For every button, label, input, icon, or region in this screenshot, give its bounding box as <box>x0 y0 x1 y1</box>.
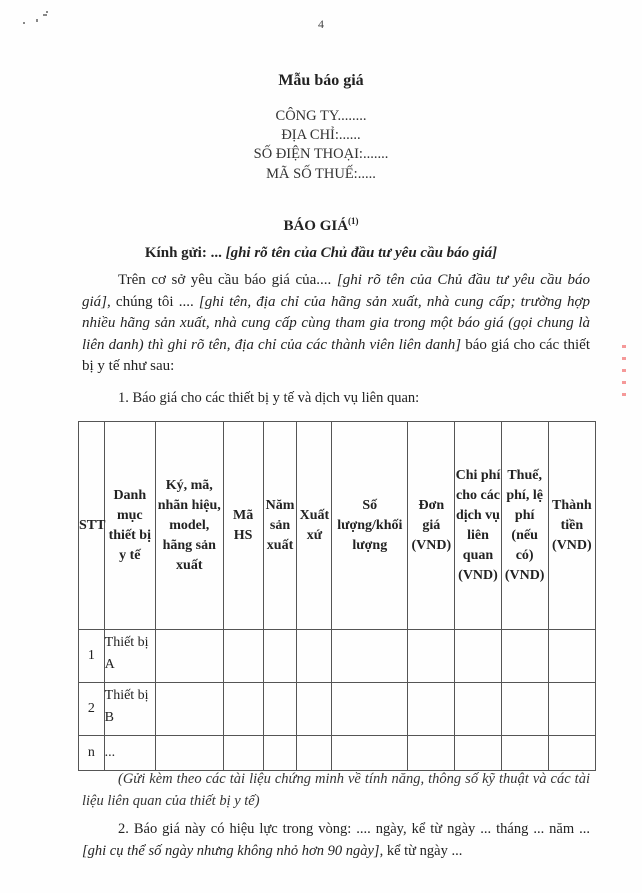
empty-cell <box>263 683 297 736</box>
empty-cell <box>263 630 297 683</box>
empty-cell <box>223 736 263 771</box>
header-year: Năm sản xuất <box>263 422 297 630</box>
empty-cell <box>297 736 332 771</box>
header-origin: Xuất xứ <box>297 422 332 630</box>
intro-paragraph <box>82 270 590 378</box>
intro-text-1: Trên cơ sở yêu cầu báo giá của.... <box>118 272 337 288</box>
page-number: 4 <box>318 17 324 31</box>
header-stt: STT <box>79 422 105 630</box>
intro-text-2: , chúng tôi .... <box>107 293 199 310</box>
header-brand-model: Ký, mã, nhãn hiệu, model, hãng sản xuất <box>155 422 223 630</box>
empty-cell <box>155 630 223 683</box>
empty-cell <box>408 736 455 771</box>
stamp-mark <box>622 345 628 405</box>
empty-cell <box>155 683 223 736</box>
table-row <box>79 683 596 736</box>
quote-heading-text: BÁO GIÁ <box>283 218 349 234</box>
footnote-ref: (1) <box>348 216 359 226</box>
quote-table <box>78 421 596 771</box>
empty-cell <box>332 683 408 736</box>
empty-cell <box>263 736 297 771</box>
address-line: ĐỊA CHỈ:...... <box>281 127 361 143</box>
empty-cell <box>548 683 595 736</box>
addressee-placeholder: [ghi rõ tên của Chủ đầu tư yêu cầu báo giá] <box>225 245 498 261</box>
empty-cell <box>155 736 223 771</box>
intro-placeholder-1: [ghi rõ tên của Chủ đầu tư yêu cầu báo giá] <box>82 272 590 310</box>
header-unit-price: Đơn giá (VND) <box>408 422 455 630</box>
row-device-name: ... <box>104 736 155 771</box>
empty-cell <box>548 630 595 683</box>
row-device-name: Thiết bị B <box>104 683 155 736</box>
table-row <box>79 630 596 683</box>
empty-cell <box>501 630 548 683</box>
header-service-cost: Chi phí cho các dịch vụ liên quan (VND) <box>455 422 501 630</box>
header-device-list: Danh mục thiết bị y tế <box>104 422 155 630</box>
row-stt: 1 <box>79 630 105 683</box>
empty-cell <box>332 630 408 683</box>
form-title: Mẫu báo giá <box>278 72 364 89</box>
tax-code-line: MÃ SỐ THUẾ:..... <box>266 166 376 182</box>
section-2-text-1: 2. Báo giá này có hiệu lực trong vòng: .... ngày, kể từ ngày ... tháng ... năm ... <box>118 821 590 837</box>
empty-cell <box>223 630 263 683</box>
empty-cell <box>297 630 332 683</box>
row-device-name: Thiết bị A <box>104 630 155 683</box>
empty-cell <box>455 683 501 736</box>
header-quantity: Số lượng/khối lượng <box>332 422 408 630</box>
row-stt: n <box>79 736 105 771</box>
row-stt: 2 <box>79 683 105 736</box>
table-row <box>79 736 596 771</box>
quote-heading <box>0 216 642 235</box>
company-name-line: CÔNG TY........ <box>275 108 367 124</box>
section-2-text-2: , kể từ ngày ... <box>379 843 463 859</box>
empty-cell <box>223 683 263 736</box>
empty-cell <box>408 683 455 736</box>
phone-line: SỐ ĐIỆN THOẠI:....... <box>253 146 389 162</box>
header-tax-fee: Thuế, phí, lệ phí (nếu có) (VND) <box>501 422 548 630</box>
addressee-line <box>0 245 642 262</box>
intro-text-3: báo giá cho các thiết bị y tế như sau: <box>82 336 590 375</box>
empty-cell <box>332 736 408 771</box>
header-hs-code: Mã HS <box>223 422 263 630</box>
addressee-label: Kính gửi: ... <box>144 245 226 261</box>
empty-cell <box>408 630 455 683</box>
section-2-paragraph <box>82 818 590 862</box>
empty-cell <box>501 736 548 771</box>
empty-cell <box>297 683 332 736</box>
section-1-title: 1. Báo giá cho các thiết bị y tế và dịch vụ liên quan: <box>118 390 420 406</box>
section-2-placeholder: [ghi cụ thể số ngày nhưng không nhỏ hơn 90 ngày] <box>82 843 380 859</box>
header-total: Thành tiền (VND) <box>548 422 595 630</box>
empty-cell <box>501 683 548 736</box>
empty-cell <box>548 736 595 771</box>
empty-cell <box>455 736 501 771</box>
intro-placeholder-2: [ghi tên, địa chỉ của hãng sản xuất, nhà cung cấp; trường hợp nhiều hãng sản xuất, nhà cung cấp cùng tham gia trong một báo giá (gọi chung là liên danh) thì ghi rõ tên, địa chỉ của các thành viên liên danh] <box>82 293 590 353</box>
table-header-row <box>79 422 596 630</box>
attachment-note: (Gửi kèm theo các tài liệu chứng minh về tính năng, thông số kỹ thuật và các tài liệu liên quan của thiết bị y tế) <box>82 771 590 809</box>
empty-cell <box>455 630 501 683</box>
